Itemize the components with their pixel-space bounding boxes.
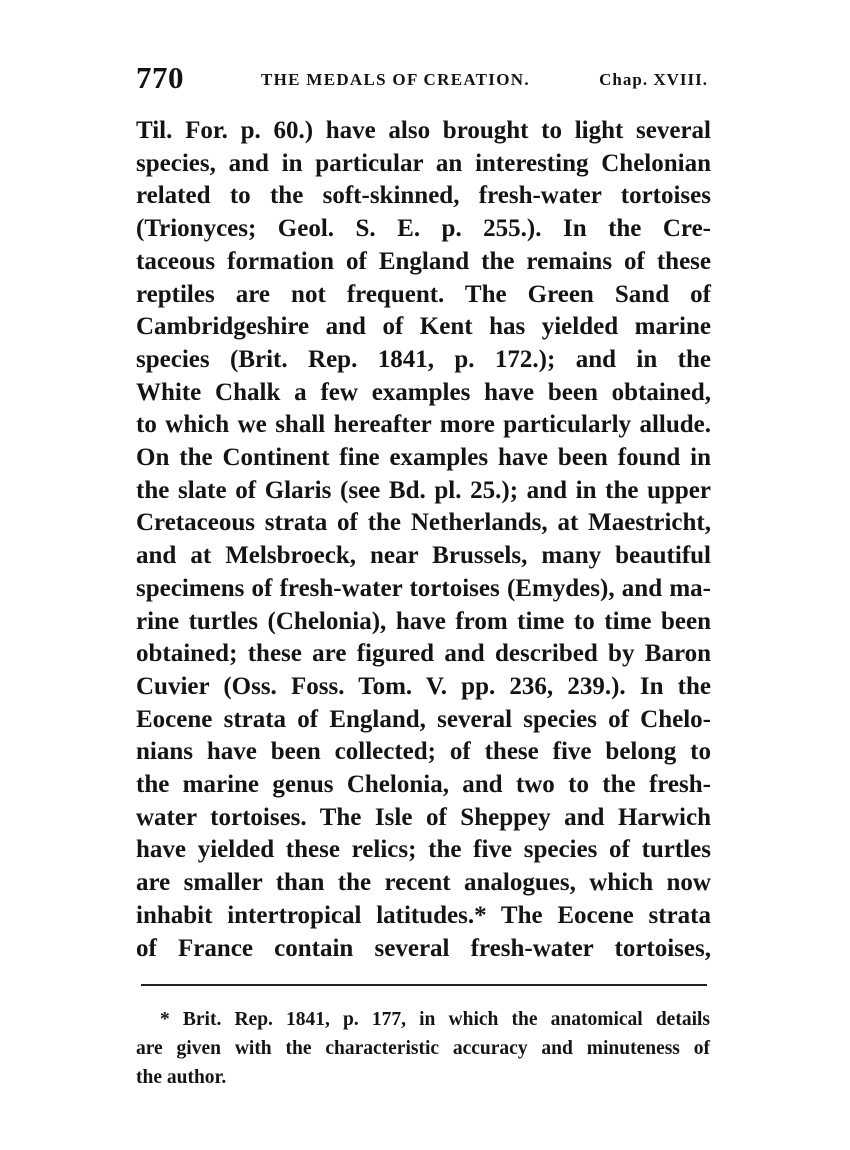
text-line: the slate of Glaris (see Bd. pl. 25.); and in the upper	[136, 476, 711, 504]
text-line: Cambridgeshire and of Kent has yielded marine	[136, 313, 711, 341]
text-line: of France contain several fresh-water tortoises,	[136, 934, 711, 962]
text-line: On the Continent fine examples have been found in	[136, 444, 711, 472]
text-line: nians have been collected; of these five belong to	[136, 738, 711, 766]
text-line: Cretaceous strata of the Netherlands, at Maestricht,	[136, 509, 711, 537]
footnote	[136, 1005, 710, 1092]
text-line: to which we shall hereafter more particularly allude.	[136, 411, 711, 439]
body-text	[136, 115, 711, 965]
text-line: specimens of fresh-water tortoises (Emydes), and ma-	[136, 574, 711, 602]
text-line: species (Brit. Rep. 1841, p. 172.); and in the	[136, 345, 711, 373]
text-line: and at Melsbroeck, near Brussels, many beautiful	[136, 542, 711, 570]
running-title: THE MEDALS OF CREATION.	[261, 70, 530, 89]
running-header	[136, 60, 710, 100]
text-line: rine turtles (Chelonia), have from time to time been	[136, 607, 711, 635]
footnote-line: * Brit. Rep. 1841, p. 177, in which the anatomical details	[160, 1009, 710, 1030]
text-line: species, and in particular an interesting Chelonian	[136, 149, 711, 177]
footnote-separator	[141, 984, 707, 986]
text-line: have yielded these relics; the five species of turtles	[136, 836, 711, 864]
footnote-line: the author.	[136, 1067, 227, 1088]
chapter-reference: Chap. XVIII.	[599, 70, 708, 89]
text-line: Cuvier (Oss. Foss. Tom. V. pp. 236, 239.). In the	[136, 672, 711, 700]
text-line: related to the soft-skinned, fresh-water tortoises	[136, 182, 711, 210]
text-line: (Trionyces; Geol. S. E. p. 255.). In the Cre-	[136, 215, 711, 243]
text-line: inhabit intertropical latitudes.* The Eocene strata	[136, 901, 711, 929]
text-line: taceous formation of England the remains of these	[136, 247, 711, 275]
text-line: are smaller than the recent analogues, which now	[136, 869, 711, 897]
text-line: water tortoises. The Isle of Sheppey and Harwich	[136, 803, 711, 831]
text-line: the marine genus Chelonia, and two to the fresh-	[136, 771, 711, 799]
footnote-line: are given with the characteristic accuracy and minuteness of	[136, 1038, 710, 1059]
text-line: obtained; these are figured and described by Baron	[136, 640, 711, 668]
page-number: 770	[136, 60, 184, 95]
text-line: White Chalk a few examples have been obtained,	[136, 378, 711, 406]
text-line: Eocene strata of England, several species of Chelo-	[136, 705, 711, 733]
text-line: reptiles are not frequent. The Green Sand of	[136, 280, 711, 308]
text-line: Til. For. p. 60.) have also brought to light several	[136, 117, 711, 144]
